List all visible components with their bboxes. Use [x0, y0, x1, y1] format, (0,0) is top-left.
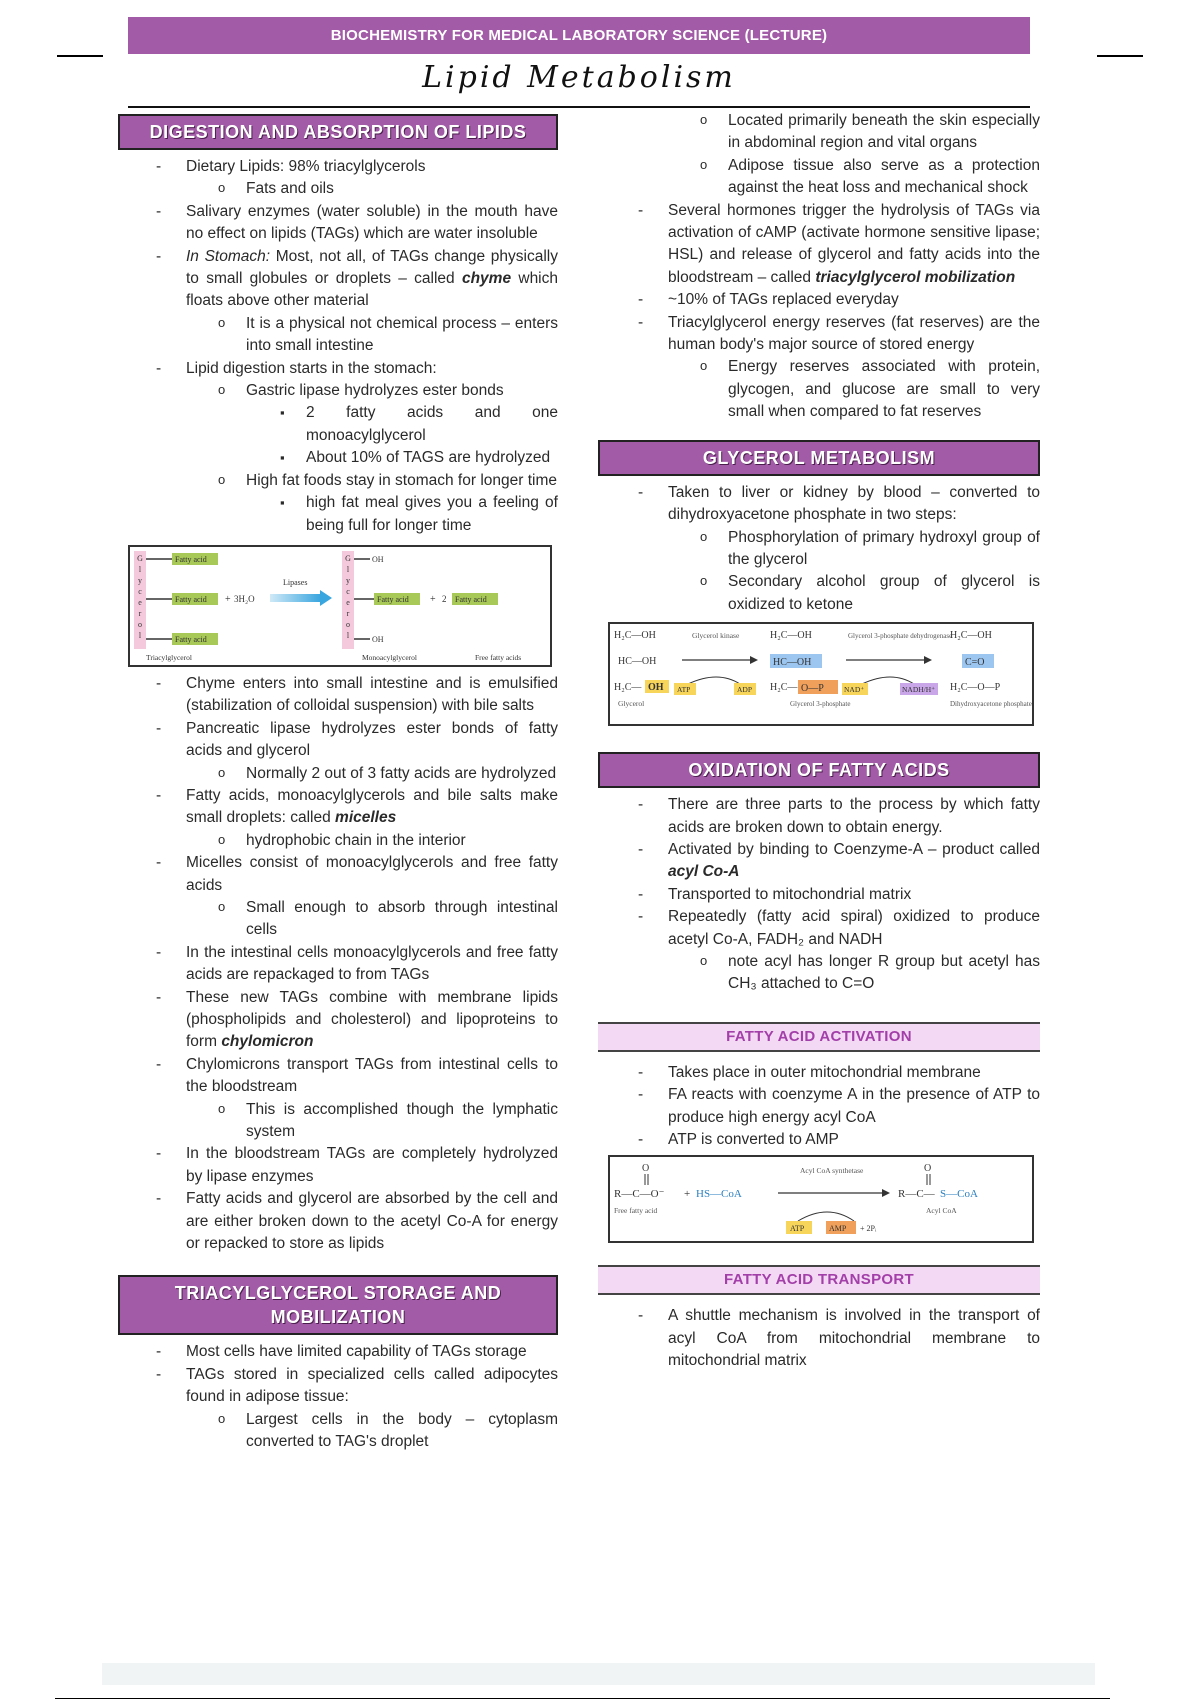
dhap-phosphate: H₂C—O—P	[950, 682, 1001, 694]
hydroxyl-label: OH	[372, 634, 384, 644]
nadh-label: NADH/H⁺	[902, 685, 936, 695]
list-item: - Repeatedly (fatty acid spiral) oxidized to produce acetyl Co-A, FADH₂ and NADH	[598, 906, 1040, 951]
glycerol-c2: HC—OH	[618, 656, 657, 668]
list-item: - Salivary enzymes (water soluble) in the mouth have no effect on lipids (TAGs) which are water insoluble	[118, 201, 558, 246]
fatty-acid-label: Fatty acid	[377, 594, 409, 604]
glycerol-letter: y	[346, 575, 350, 585]
hydroxyl-label: OH	[372, 554, 384, 564]
list-item: ▪ 2 fatty acids and one monoacylglycerol	[118, 402, 558, 447]
free-fatty-acids-caption: Free fatty acids	[475, 652, 522, 662]
term-acyl-coa: acyl Co-A	[668, 863, 740, 881]
acyl-formula: R—C—	[898, 1188, 935, 1201]
list-item	[598, 839, 1040, 884]
list-item	[118, 987, 558, 1054]
term-tag-mobilization: triacylglycerol mobilization	[815, 268, 1016, 286]
right-column	[598, 110, 1040, 1373]
tag-storage-continued-list	[598, 110, 1040, 424]
list-item: - Dietary Lipids: 98% triacylglycerols	[118, 156, 558, 178]
list-item: o Phosphorylation of primary hydroxyl group of the glycerol	[598, 527, 1040, 572]
list-item: o Gastric lipase hydrolyzes ester bonds	[118, 380, 558, 402]
fatty-acid-formula: R—C—O⁻	[614, 1188, 665, 1201]
lipases-label: Lipases	[283, 577, 308, 587]
list-item: o hydrophobic chain in the interior	[118, 830, 558, 852]
nad-label: NAD⁺	[844, 685, 865, 695]
fatty-acid-label: Fatty acid	[175, 634, 207, 644]
g3p-c2: HC—OH	[773, 657, 812, 669]
atp-label: ATP	[790, 1224, 805, 1234]
list-item: - Fatty acids and glycerol are absorbed by the cell and are either broken down to the acetyl Co-A for energy or repacked to store as lipids	[118, 1188, 558, 1255]
oxidation-list	[598, 794, 1040, 996]
course-banner: BIOCHEMISTRY FOR MEDICAL LABORATORY SCIENCE (LECTURE)	[128, 17, 1030, 54]
glycerol-letter: e	[138, 597, 142, 607]
lipase-hydrolysis-diagram	[130, 547, 550, 665]
g3p-caption: Glycerol 3-phosphate	[790, 700, 851, 709]
list-item: - There are three parts to the process by which fatty acids are broken down to obtain energy.	[598, 794, 1040, 839]
list-item: - A shuttle mechanism is involved in the transport of acyl CoA from mitochondrial membrane to mitochondrial matrix	[598, 1305, 1040, 1372]
list-item: - Takes place in outer mitochondrial membrane	[598, 1062, 1040, 1084]
lipase-hydrolysis-figure	[128, 545, 552, 667]
g3p-phosphate: O—P	[801, 683, 824, 695]
list-item: - Taken to liver or kidney by blood – converted to dihydroxyacetone phosphate in two steps:	[598, 482, 1040, 527]
bottom-rule	[55, 1698, 1110, 1699]
left-margin-rule	[57, 55, 103, 57]
glycerol-c1: H₂C—OH	[614, 630, 656, 642]
g3p-dehydrogenase-label: Glycerol 3-phosphate dehydrogenase	[848, 632, 953, 641]
list-item: o Small enough to absorb through intestinal cells	[118, 897, 558, 942]
subheading-fatty-acid-activation: FATTY ACID ACTIVATION	[598, 1022, 1040, 1052]
glycerol-letter: l	[138, 564, 142, 574]
triacylglycerol-caption: Triacylglycerol	[146, 652, 192, 662]
glycerol-letter: e	[346, 597, 350, 607]
dhap-ketone: C=O	[965, 657, 985, 669]
list-item: - Transported to mitochondrial matrix	[598, 884, 1040, 906]
stomach-text: Most, not all, of TAGs change physically to small globules or droplets – called	[186, 247, 558, 288]
fatty-acid-label: Fatty acid	[175, 594, 207, 604]
term-chylomicron: chylomicron	[221, 1033, 314, 1051]
acyl-coa-text: Activated by binding to Coenzyme-A – product called	[668, 840, 1040, 858]
section-heading-digestion: DIGESTION AND ABSORPTION OF LIPIDS	[118, 114, 558, 150]
page-footer-bar	[102, 1663, 1095, 1685]
right-margin-rule	[1097, 55, 1143, 57]
acyl-coa-synthetase-label: Acyl CoA synthetase	[800, 1166, 864, 1176]
glycerol-list	[598, 482, 1040, 616]
glycerol-letter: c	[346, 586, 350, 596]
transport-list	[598, 1305, 1040, 1372]
list-item: - Micelles consist of monoacylglycerols and free fatty acids	[118, 852, 558, 897]
list-item: - Lipid digestion starts in the stomach:	[118, 358, 558, 380]
page-title: Lipid Metabolism	[422, 60, 736, 95]
glycerol-pathway-figure	[608, 622, 1034, 726]
digestion-list	[118, 156, 558, 537]
list-item: o note acyl has longer R group but acetyl has CH₃ attached to C=O	[598, 951, 1040, 996]
list-item: o High fat foods stay in stomach for longer time	[118, 470, 558, 492]
coefficient-two: 2	[442, 593, 447, 604]
adp-label: ADP	[737, 685, 753, 695]
dhap-caption: Dihydroxyacetone phosphate	[950, 700, 1032, 709]
glycerol-letter: o	[346, 619, 350, 629]
stomach-text-end: which floats above other material	[186, 270, 559, 310]
title-underline	[128, 106, 1030, 108]
activation-list	[598, 1062, 1040, 1152]
list-item: - Triacylglycerol energy reserves (fat reserves) are the human body's major source of stored energy	[598, 312, 1040, 357]
term-chyme: chyme	[461, 270, 512, 288]
absorption-list	[118, 673, 558, 1256]
list-item: - ATP is converted to AMP	[598, 1129, 1040, 1151]
list-item: ▪ high fat meal gives you a feeling of being full for longer time	[118, 492, 558, 537]
list-item: - In the intestinal cells monoacylglycerols and free fatty acids are repackaged to from TAGs	[118, 942, 558, 987]
list-item: o It is a physical not chemical process – enters into small intestine	[118, 313, 558, 358]
acyl-coa-reaction-diagram	[610, 1157, 1032, 1241]
glycerol-letter: r	[346, 608, 350, 618]
glycerol-letter: r	[138, 608, 142, 618]
list-item: o Fats and oils	[118, 178, 558, 200]
g3p-c1: H₂C—OH	[770, 630, 812, 642]
left-column	[118, 110, 558, 1454]
heading-line: TRIACYLGLYCEROL STORAGE AND	[174, 1283, 502, 1304]
monoacylglycerol-caption: Monoacylglycerol	[362, 652, 417, 662]
glycerol-letter: G	[345, 553, 351, 563]
glycerol-letter: l	[346, 630, 350, 640]
list-item: ▪ About 10% of TAGS are hydrolyzed	[118, 447, 558, 469]
plus-sign: +	[684, 1188, 691, 1201]
heading-line: MOBILIZATION	[270, 1307, 406, 1328]
glycerol-letter: y	[138, 575, 142, 585]
chylomicron-text: These new TAGs combine with membrane lipids (phospholipids and cholesterol) and lipoproteins to form	[186, 988, 558, 1051]
g3p-c3: H₂C—	[770, 682, 798, 694]
dhap-c1: H₂C—OH	[950, 630, 992, 642]
mobilization-text: Several hormones trigger the hydrolysis of TAGs via activation of cAMP (activate hormone sensitive lipase; HSL) and release of glycerol and fatty acids into the bloodstream – called	[668, 201, 1040, 286]
list-item: o Adipose tissue also serve as a protection against the heat loss and mechanical shock	[598, 155, 1040, 200]
list-item: o This is accomplished though the lymphatic system	[118, 1099, 558, 1144]
fatty-acid-label: Fatty acid	[455, 594, 487, 604]
list-item: - FA reacts with coenzyme A in the presence of ATP to produce high energy acyl CoA	[598, 1084, 1040, 1129]
atp-label: ATP	[677, 685, 691, 695]
free-fatty-acid-caption: Free fatty acid	[614, 1206, 658, 1216]
subheading-fatty-acid-transport: FATTY ACID TRANSPORT	[598, 1265, 1040, 1295]
list-item: o Largest cells in the body – cytoplasm converted to TAG's droplet	[118, 1409, 558, 1454]
list-item: - Pancreatic lipase hydrolyzes ester bonds of fatty acids and glycerol	[118, 718, 558, 763]
fatty-acid-label: Fatty acid	[175, 554, 207, 564]
water-label: 3H₂O	[234, 593, 255, 604]
list-item: - Chyme enters into small intestine and is emulsified (stabilization of colloidal suspension) with bile salts	[118, 673, 558, 718]
glycerol-oh: OH	[648, 682, 664, 694]
list-item: - Chylomicrons transport TAGs from intestinal cells to the bloodstream	[118, 1054, 558, 1099]
acyl-coa-reaction-figure	[608, 1155, 1034, 1243]
section-heading-glycerol: GLYCEROL METABOLISM	[598, 440, 1040, 476]
reaction-arrow	[270, 594, 320, 602]
list-item: - ~10% of TAGs replaced everyday	[598, 289, 1040, 311]
thioester-coa: S—CoA	[940, 1188, 978, 1201]
micelle-text: Fatty acids, monoacylglycerols and bile salts make small droplets: called	[186, 786, 558, 827]
section-heading-oxidation: OXIDATION OF FATTY ACIDS	[598, 752, 1040, 788]
acyl-coa-caption: Acyl CoA	[926, 1206, 957, 1216]
glycerol-letter: l	[138, 630, 142, 640]
section-heading-tag-storage	[118, 1275, 558, 1335]
term-micelles: micelles	[335, 809, 397, 827]
coenzyme-a: HS—CoA	[696, 1188, 742, 1201]
carbonyl-oxygen: O	[642, 1163, 650, 1175]
list-item: o Normally 2 out of 3 fatty acids are hydrolyzed	[118, 763, 558, 785]
tag-storage-list	[118, 1341, 558, 1453]
amp-label: AMP	[829, 1224, 847, 1234]
glycerol-pathway-diagram	[610, 624, 1032, 724]
glycerol-kinase-label: Glycerol kinase	[692, 631, 740, 641]
plus-sign: +	[430, 593, 436, 605]
glycerol-letter: G	[137, 553, 143, 563]
plus-sign: +	[225, 593, 231, 605]
glycerol-letter: c	[138, 586, 142, 596]
carbonyl-oxygen: O	[924, 1163, 932, 1175]
list-item: o Located primarily beneath the skin especially in abdominal region and vital organs	[598, 110, 1040, 155]
stomach-label: In Stomach:	[186, 247, 271, 265]
list-item: - TAGs stored in specialized cells called adipocytes found in adipose tissue:	[118, 1364, 558, 1409]
phosphate-label: + 2Pᵢ	[860, 1224, 877, 1234]
glycerol-letter: o	[138, 619, 142, 629]
list-item	[118, 785, 558, 830]
list-item: - In the bloodstream TAGs are completely hydrolyzed by lipase enzymes	[118, 1143, 558, 1188]
list-item: - Most cells have limited capability of TAGs storage	[118, 1341, 558, 1363]
glycerol-c3: H₂C—	[614, 682, 642, 694]
list-item	[598, 200, 1040, 290]
list-item: o Secondary alcohol group of glycerol is oxidized to ketone	[598, 571, 1040, 616]
arrow-head	[320, 590, 332, 606]
glycerol-letter: l	[346, 564, 350, 574]
glycerol-caption: Glycerol	[618, 699, 645, 709]
list-item: o Energy reserves associated with protein, glycogen, and glucose are small to very small when compared to fat reserves	[598, 356, 1040, 423]
list-item	[118, 246, 558, 313]
